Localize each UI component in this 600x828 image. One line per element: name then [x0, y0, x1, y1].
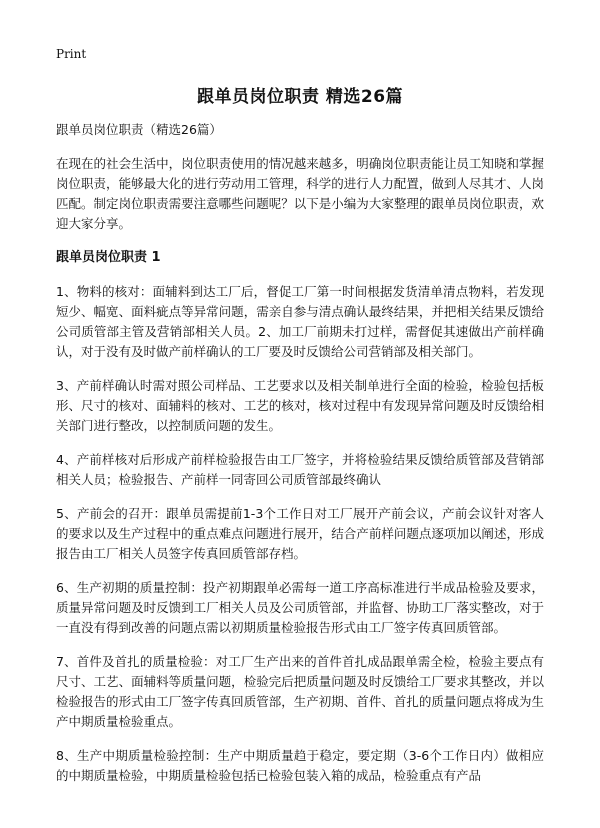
list-item: 1、物料的核对：面辅料到达工厂后，督促工厂第一时间根据发货清单清点物料，若发现短少、幅宽、面料疵点等异常问题，需亲自参与清点确认最终结果，并把相关结果反馈给公司质管部主管及营销部相关人员。2、加工厂前期未打过样，需督促其速做出产前样确认，对于没有及时做产前样确认的工厂要及时反馈给公司营销部及相关部门。 — [56, 284, 544, 359]
print-label[interactable]: Print — [56, 47, 87, 61]
list-item: 7、首件及首扎的质量检验：对工厂生产出来的首件首扎成品跟单需全检，检验主要点有尺寸、工艺、面辅料等质量问题，检验完后把质量问题及时反馈给工厂要求其整改，并以检验报告的形式由工厂签字传真回质管部，生产初期、首件、首扎的质量问题点将成为生产中期质量检验重点。 — [56, 654, 544, 729]
document-title: 跟单员岗位职责 精选26篇 — [196, 87, 404, 107]
list-item: 6、生产初期的质量控制：投产初期跟单必需每一道工序高标准进行半成品检验及要求，质量异常问题及时反馈到工厂相关人员及公司质管部，并监督、协助工厂落实整改，对于一直没有得到改善的问题点需以初期质量检验报告形式由工厂签字传真回质管部。 — [56, 580, 544, 635]
list-item: 3、产前样确认时需对照公司样品、工艺要求以及相关制单进行全面的检验，检验包括板形、尺寸的核对、面辅料的核对、工艺的核对，核对过程中有发现异常问题及时反馈给相关部门进行整改，以控制质问题的发生。 — [56, 378, 544, 433]
list-item: 8、生产中期质量检验控制：生产中期质量趋于稳定，要定期（3-6个工作日内）做相应的中期质量检验，中期质量检验包括已检验包装入箱的成品，检验重点有产品 — [56, 748, 544, 783]
intro-paragraph: 在现在的社会生活中，岗位职责使用的情况越来越多，明确岗位职责能让员工知晓和掌握岗位职责，能够最大化的进行劳动用工管理，科学的进行人力配置，做到人尽其才、人岗匹配。制定岗位职责需要注意哪些问题呢？以下是小编为大家整理的跟单员岗位职责，欢迎大家分享。 — [56, 156, 544, 231]
list-item: 5、产前会的召开：跟单员需提前1-3个工作日对工厂展开产前会议，产前会议针对客人的要求以及生产过程中的重点难点问题进行展开，结合产前样问题点逐项加以阐述，形成报告由工厂相关人员签字传真回质管部存档。 — [56, 506, 544, 561]
document-subtitle: 跟单员岗位职责（精选26篇） — [56, 122, 222, 137]
document-body — [56, 120, 544, 786]
list-item: 4、产前样核对后形成产前样检验报告由工厂签字，并将检验结果反馈给质管部及营销部相关人员；检验报告、产前样一同寄回公司质管部最终确认 — [56, 452, 544, 487]
section-heading: 跟单员岗位职责 1 — [56, 250, 161, 265]
